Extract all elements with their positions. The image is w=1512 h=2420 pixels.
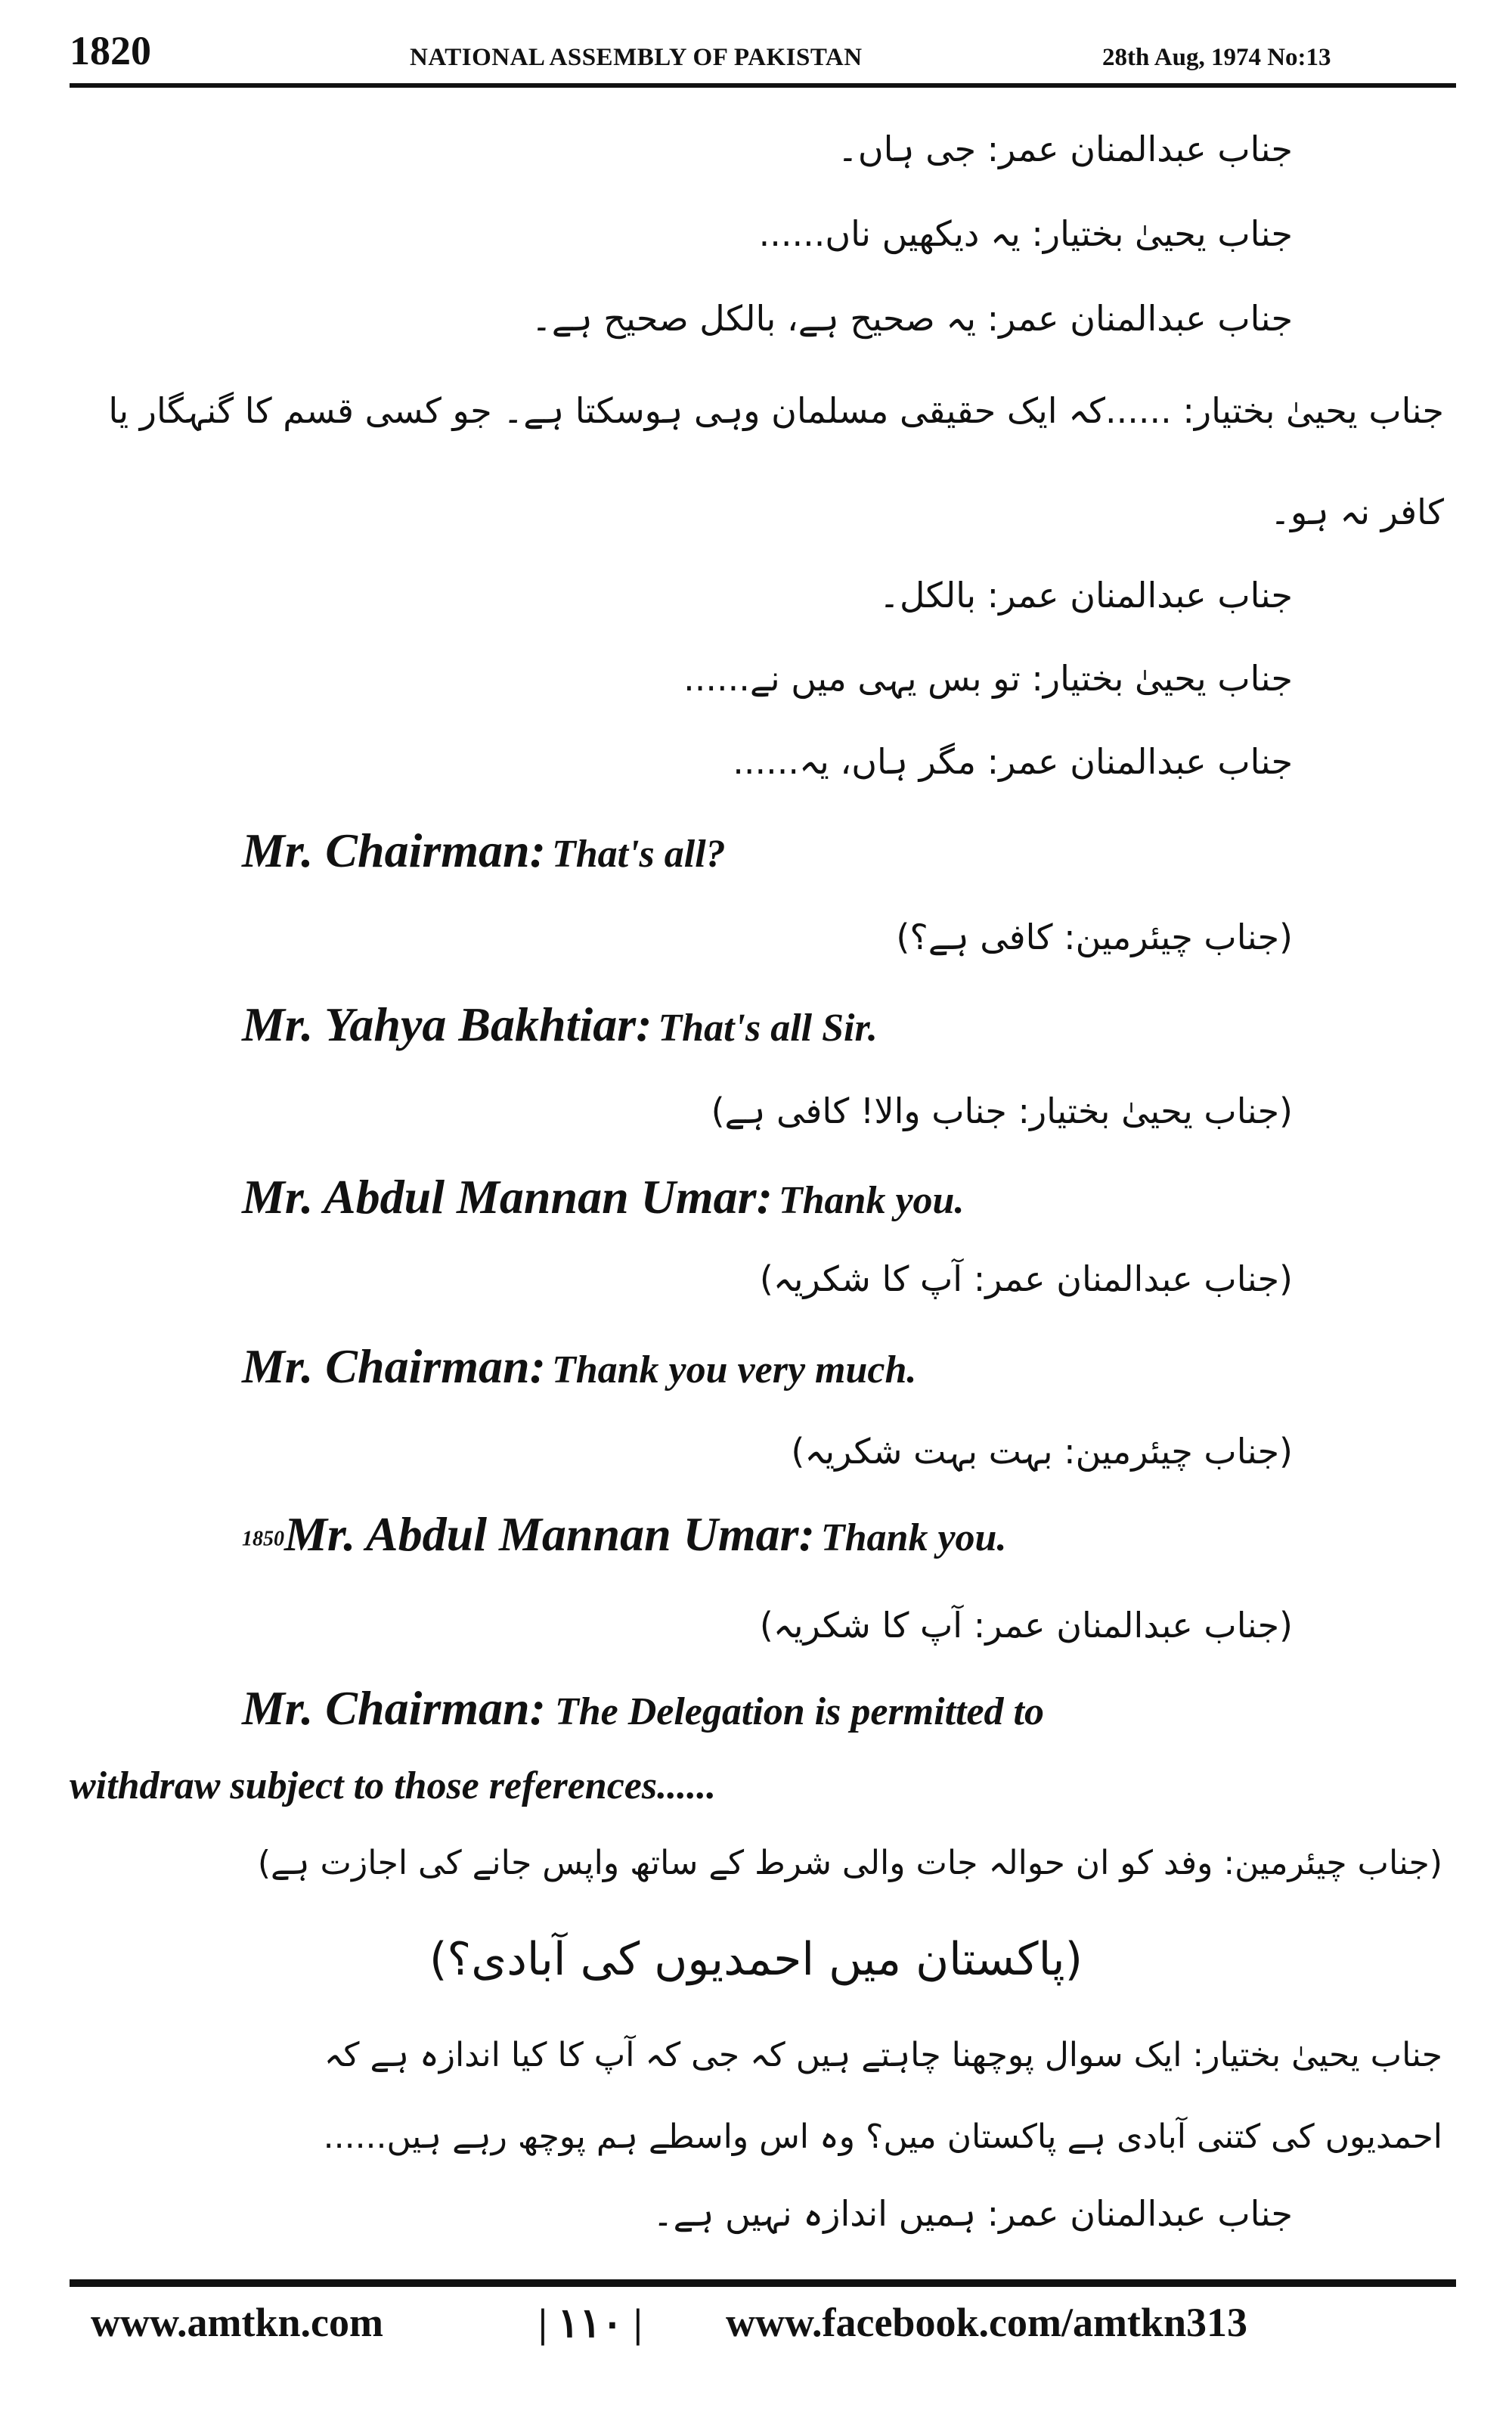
urdu-line: جناب یحییٰ بختیار: ایک سوال پوچھنا چاہتے ہیں کہ جی کہ آپ کا کیا اندازہ ہے کہ: [324, 2036, 1442, 2074]
speaker-name: Mr. Chairman:: [242, 824, 546, 877]
speech-text: Thank you.: [820, 1516, 1007, 1559]
speech-text-continued: withdraw subject to those references......: [70, 1764, 717, 1807]
speech-line: [242, 1339, 916, 1395]
urdu-line: جناب عبدالمنان عمر: مگر ہاں، یہ......: [733, 741, 1293, 782]
speech-text: Thank you.: [778, 1179, 965, 1222]
speech-line: [242, 1506, 1006, 1562]
speech-text: That's all Sir.: [658, 1007, 878, 1050]
header-rule: [70, 83, 1456, 88]
page-marker: 1850: [242, 1527, 284, 1551]
urdu-translation: (جناب عبدالمنان عمر: آپ کا شکریہ): [759, 1258, 1293, 1299]
page-header: [70, 27, 1456, 80]
footer-facebook-link[interactable]: www.facebook.com/amtkn313: [726, 2300, 1247, 2345]
urdu-line: کافر نہ ہو۔: [1270, 492, 1444, 532]
speaker-name: Mr. Chairman:: [242, 1681, 546, 1735]
urdu-line: احمدیوں کی کتنی آبادی ہے پاکستان میں؟ وہ اس واسطے ہم پوچھ رہے ہیں......: [323, 2118, 1442, 2156]
urdu-line: جناب یحییٰ بختیار: ......کہ ایک حقیقی مسلمان وہی ہوسکتا ہے۔ جو کسی قسم کا گنہگار یا: [108, 390, 1444, 431]
urdu-line: جناب یحییٰ بختیار: یہ دیکھیں ناں......: [758, 213, 1293, 254]
footer-page-number: | ۱۱۰ |: [538, 2301, 643, 2346]
speaker-name: Mr. Abdul Mannan Umar:: [284, 1507, 815, 1561]
urdu-line: جناب عبدالمنان عمر: ہمیں اندازہ نہیں ہے۔: [652, 2193, 1293, 2234]
urdu-translation: (جناب عبدالمنان عمر: آپ کا شکریہ): [759, 1605, 1293, 1646]
page-number: 1820: [70, 28, 151, 73]
speech-line: [242, 1169, 964, 1225]
urdu-translation: (جناب چیئرمین: بہت بہت شکریہ): [791, 1431, 1293, 1472]
footer-website-link[interactable]: www.amtkn.com: [91, 2300, 383, 2345]
header-date: 28th Aug, 1974 No:13: [1102, 44, 1331, 71]
urdu-line: جناب عبدالمنان عمر: یہ صحیح ہے، بالکل صحیح ہے۔: [531, 298, 1293, 339]
speech-line: [242, 823, 726, 879]
speech-line: [242, 997, 878, 1053]
speech-text: Thank you very much.: [551, 1348, 917, 1392]
urdu-line: جناب یحییٰ بختیار: تو بس یہی میں نے......: [683, 658, 1293, 699]
speaker-name: Mr. Chairman:: [242, 1339, 546, 1393]
urdu-line: جناب عبدالمنان عمر: جی ہاں۔: [837, 129, 1293, 169]
footer-rule: [70, 2279, 1456, 2287]
urdu-line: جناب عبدالمنان عمر: بالکل۔: [879, 575, 1293, 616]
header-title: NATIONAL ASSEMBLY OF PAKISTAN: [410, 44, 863, 71]
urdu-translation: (جناب چیئرمین: کافی ہے؟): [896, 917, 1293, 957]
speaker-name: Mr. Yahya Bakhtiar:: [242, 997, 652, 1051]
speaker-name: Mr. Abdul Mannan Umar:: [242, 1170, 773, 1224]
speech-text: The Delegation is permitted to: [554, 1690, 1044, 1733]
urdu-translation: (جناب چیئرمین: وفد کو ان حوالہ جات والی شرط کے ساتھ واپس جانے کی اجازت ہے): [257, 1844, 1442, 1882]
section-heading: (پاکستان میں احمدیوں کی آبادی؟): [429, 1933, 1083, 1986]
speech-text: That's all?: [551, 833, 726, 876]
speech-line: [242, 1680, 1044, 1736]
urdu-translation: (جناب یحییٰ بختیار: جناب والا! کافی ہے): [711, 1091, 1293, 1131]
